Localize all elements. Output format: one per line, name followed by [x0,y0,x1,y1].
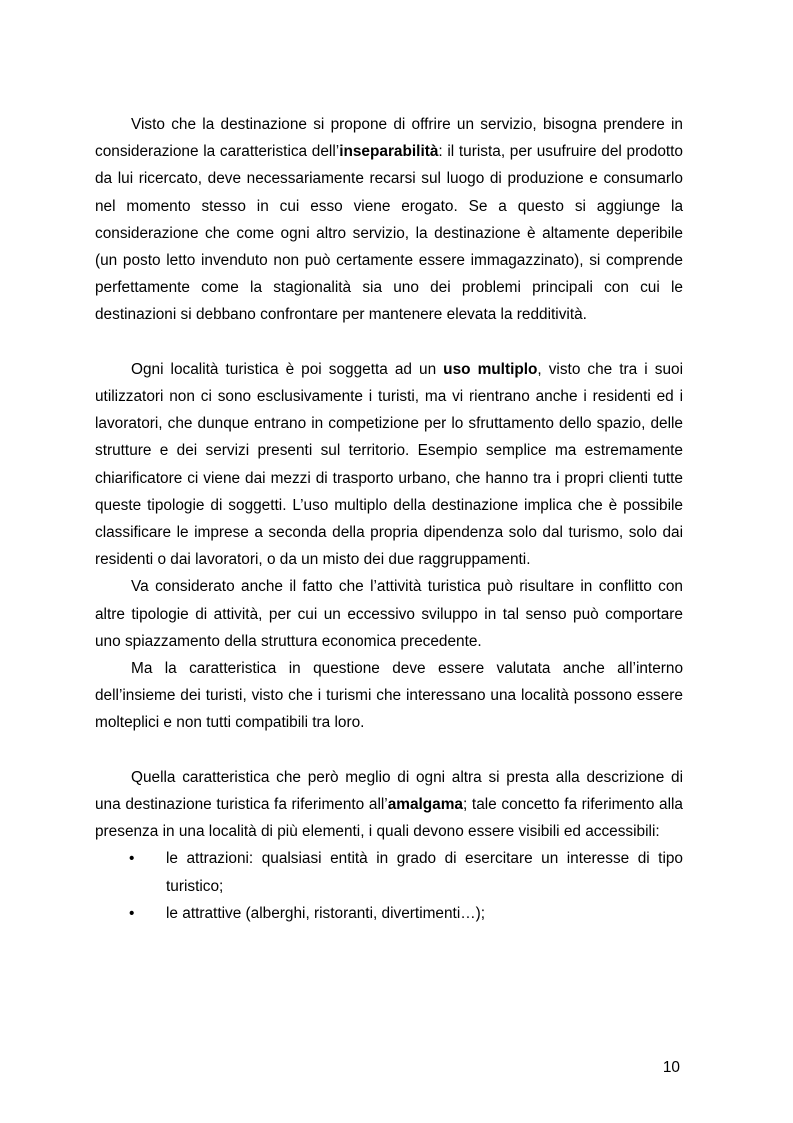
page-number: 10 [662,1059,680,1076]
paragraph-inseparabilita [95,111,683,329]
bullet-icon: • [129,850,135,868]
bullet-icon: • [129,904,135,922]
paragraph-text: , visto che tra i suoi utilizzatori non ci sono esclusivamente i turisti, ma vi rientrano anche i residenti ed i lavoratori, che dunque entrano in competizione per lo sfruttamento dello spazio, delle strutture e dei servizi presenti sul territorio. Esempio semplice ma estremamente chiarificatore ci viene dai mezzi di trasporto urbano, che hanno tra i propri clienti tutte queste tipologie di soggetti. L’uso multiplo della destinazione implica che è possibile classificare le imprese a seconda della propria dipendenza solo dal turismo, solo dai residenti o dai lavoratori, o da un misto dei due raggruppamenti. [95,360,683,569]
paragraph-text: Ogni località turistica è poi soggetta ad un [131,360,444,378]
paragraph-text: ; tale concetto fa riferimento alla presenza in una località di più elementi, i quali devono essere visibili ed accessibili: [95,796,683,841]
list-item-text: le attrazioni: qualsiasi entità in grado di esercitare un interesse di tipo turistico; [166,850,683,895]
paragraph-text: : il turista, per usufruire del prodotto da lui ricercato, deve necessariamente recarsi sul luogo di produzione e consumarlo nel momento stesso in cui esso viene erogato. Se a questo si aggiunge la considerazione che come ogni altro servizio, la destinazione è altamente deperibile (un posto letto invenduto non può certamente essere immagazzinato), si comprende perfettamente come la stagionalità sia uno dei problemi principali con cui le destinazioni si debbano confrontare per mantenere elevata la redditività. [95,143,683,324]
paragraph-text: Quella caratteristica che però meglio di ogni altra si presta alla descrizione di una destinazione turistica fa riferimento all’ [95,768,683,814]
term-amalgama: amalgama [387,796,463,814]
page-body [95,111,683,927]
paragraph-text: Visto che la destinazione si propone di offrire un servizio, bisogna prendere in considerazione la caratteristica dell’ [95,116,683,161]
bullet-list [95,845,683,927]
paragraph-uso-multiplo [95,356,683,574]
paragraph-amalgama [95,764,683,846]
term-inseparabilita: inseparabilità [339,143,439,161]
paragraph-insieme-turisti: Ma la caratteristica in questione deve essere valutata anche all’interno dell’insieme dei turisti, visto che i turismi che interessano una località possono essere molteplici e non tutti compatibili tra loro. [95,660,683,732]
list-item [95,845,683,899]
term-uso-multiplo: uso multiplo [443,360,538,378]
list-item [95,900,683,927]
list-item-text: le attrattive (alberghi, ristoranti, divertimenti…); [166,904,486,922]
paragraph-conflitto: Va considerato anche il fatto che l’attività turistica può risultare in conflitto con altre tipologie di attività, per cui un eccessivo sviluppo in tal senso può comportare uno spiazzamento della struttura economica precedente. [95,578,683,650]
